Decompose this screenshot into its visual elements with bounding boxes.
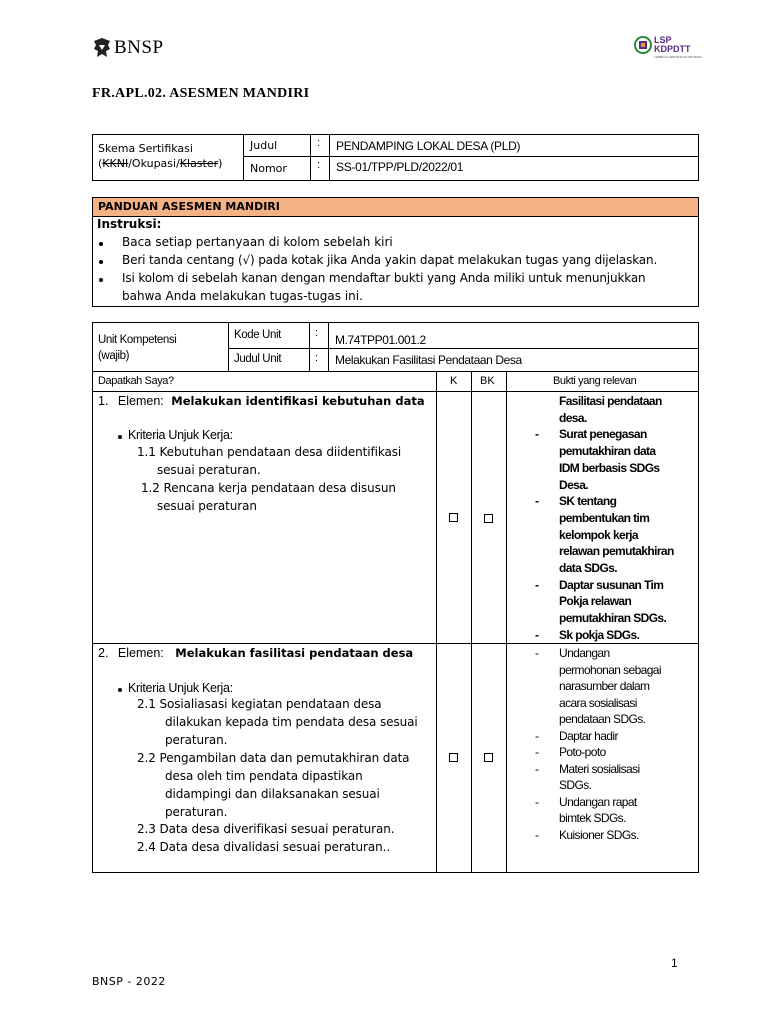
kode-unit-label: Kode Unit <box>234 329 281 341</box>
bukti-item: - Undangan permohonan sebagai narasumber dalam acara sosialisasi pendataan SDGs. <box>535 646 661 726</box>
elemen2-kuk-label: Kriteria Unjuk Kerja: <box>128 681 233 695</box>
bnsp-emblem-icon <box>92 37 112 59</box>
elemen2-bukti-list <box>535 645 695 843</box>
lsp-logo-line3: LEMBAGA SERTIFIKASI PROFESI <box>654 55 702 59</box>
elemen2-number: 2. <box>98 646 109 660</box>
panduan-heading-bar <box>93 198 698 217</box>
kuk-2-1-line1: 2.1 Sosialiasasi kegiatan pendataan desa <box>137 697 382 711</box>
lsp-logo-line2: KDPDTT <box>654 44 691 54</box>
bullet-icon <box>99 260 103 264</box>
lsp-logo-line1: LSP <box>654 35 672 45</box>
footer-text: BNSP - 2022 <box>92 975 166 988</box>
col-header-bukti: Bukti yang relevan <box>553 375 637 387</box>
kuk-2-3: 2.3 Data desa diverifikasi sesuai peraturan. <box>137 822 395 836</box>
kuk-2-4: 2.4 Data desa divalidasi sesuai peraturan.. <box>137 840 391 854</box>
bullet-icon <box>118 688 122 692</box>
page-number: 1 <box>671 956 678 970</box>
instruksi-item-2: Beri tanda centang (√) pada kotak jika Anda yakin dapat melakukan tugas yang dijelaskan. <box>122 253 658 267</box>
bukti-item: - Kuisioner SDGs. <box>535 827 639 842</box>
unit-label-line1: Unit Kompetensi <box>98 334 177 346</box>
bnsp-logo <box>92 36 172 60</box>
bukti-item: - Daptar susunan Tim Pokja relawan pemutakhiran SDGs. <box>535 577 667 626</box>
nomor-value: SS-01/TPP/PLD/2022/01 <box>336 160 464 174</box>
elemen2-title: Melakukan fasilitasi pendataan desa <box>175 646 414 660</box>
elemen2-label: Elemen: <box>117 646 164 660</box>
bukti-item: - Materi sosialisasi SDGs. <box>535 761 640 792</box>
col-header-question: Dapatkah Saya? <box>98 375 174 387</box>
col-header-bk: BK <box>480 375 495 387</box>
bullet-icon <box>118 435 122 439</box>
kuk-1-1-line1: 1.1 Kebutuhan pendataan desa diidentifikasi <box>137 445 402 459</box>
kuk-2-2-line1: 2.2 Pengambilan data dan pemutakhiran data <box>137 751 410 765</box>
judul-unit-value: Melakukan Fasilitasi Pendataan Desa <box>335 353 522 367</box>
elemen1-number: 1. <box>98 394 109 408</box>
skema-table <box>92 134 699 181</box>
elemen1-heading <box>98 394 425 408</box>
bullet-icon <box>99 242 103 246</box>
judul-unit-label: Judul Unit <box>234 353 282 365</box>
lsp-emblem-icon <box>634 34 652 56</box>
kuk-1-2-line2: sesuai peraturan <box>157 499 257 513</box>
bnsp-logo-text: BNSP <box>114 37 164 58</box>
col-header-k: K <box>450 375 458 387</box>
instruksi-label: Instruksi: <box>97 217 162 231</box>
kuk-2-2-line4: peraturan. <box>165 805 228 819</box>
kuk-2-2-line3: didampingi dan dilaksanakan sesuai <box>165 787 380 801</box>
bukti-item: - Daptar hadir <box>535 728 618 743</box>
bukti-item: Fasilitasi pendataan desa. <box>559 394 662 425</box>
panduan-heading: PANDUAN ASESMEN MANDIRI <box>98 200 280 213</box>
kuk-1-2-line1: 1.2 Rencana kerja pendataan desa disusun <box>141 481 396 495</box>
bukti-item: - Surat penegasan pemutakhiran data IDM berbasis SDGs Desa. <box>535 427 660 492</box>
skema-label-line2: (KKNI/Okupasi/Klaster) <box>98 157 223 170</box>
elemen2-k-checkbox[interactable] <box>449 753 458 762</box>
elemen1-title: Melakukan identifikasi kebutuhan data <box>171 394 425 408</box>
kuk-2-1-line3: peraturan. <box>165 733 228 747</box>
judul-colon: : <box>317 137 321 149</box>
document-title: FR.APL.02. ASESMEN MANDIRI <box>92 86 310 101</box>
nomor-colon: : <box>317 159 321 171</box>
kuk-2-1-line2: dilakukan kepada tim pendata desa sesuai <box>165 715 418 729</box>
bullet-icon <box>99 278 103 282</box>
skema-label <box>98 142 222 170</box>
instruksi-item-3: Isi kolom di sebelah kanan dengan mendaftar bukti yang Anda miliki untuk menunjukkan <box>122 271 646 285</box>
elemen1-k-checkbox[interactable] <box>449 513 458 522</box>
elemen2-heading <box>98 646 413 660</box>
kuk-1-1-line2: sesuai peraturan. <box>157 463 261 477</box>
bukti-item: - Poto-poto <box>535 745 606 759</box>
elemen2-bk-checkbox[interactable] <box>484 753 493 762</box>
judul-colon-unit: : <box>315 352 319 364</box>
lsp-kdpdtt-logo <box>634 32 704 64</box>
unit-label-line2: (wajib) <box>98 350 130 362</box>
elemen1-kuk-label: Kriteria Unjuk Kerja: <box>128 428 233 442</box>
kode-colon: : <box>315 327 319 339</box>
kode-unit-value: M.74TPP01.001.2 <box>335 333 426 347</box>
nomor-label: Nomor <box>250 162 287 175</box>
elemen1-bukti-list <box>535 393 695 644</box>
kuk-2-2-line2: desa oleh tim pendata dipastikan <box>165 769 363 783</box>
skema-label-line1: Skema Sertifikasi <box>98 142 193 155</box>
elemen1-label: Elemen: <box>117 394 164 408</box>
elemen1-bk-checkbox[interactable] <box>484 514 493 523</box>
judul-value: PENDAMPING LOKAL DESA (PLD) <box>336 139 521 153</box>
judul-label: Judul <box>250 139 278 152</box>
bukti-item: - SK tentang pembentukan tim kelompok kerja relawan pemutakhiran data SDGs. <box>535 494 674 576</box>
instruksi-item-1: Baca setiap pertanyaan di kolom sebelah kiri <box>122 235 393 249</box>
instruksi-item-3-cont: bahwa Anda melakukan tugas-tugas ini. <box>122 289 363 303</box>
bukti-item: - Undangan rapat bimtek SDGs. <box>535 794 637 825</box>
bukti-item: - Sk pokja SDGs. <box>535 627 640 642</box>
